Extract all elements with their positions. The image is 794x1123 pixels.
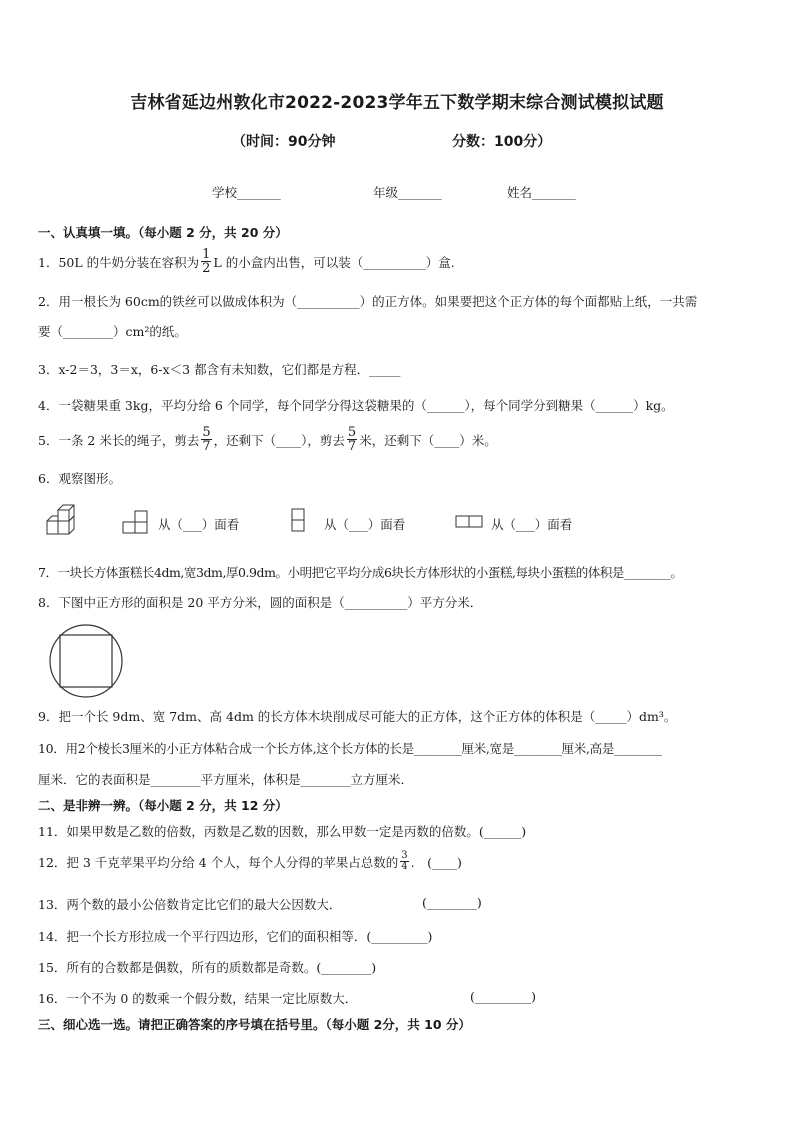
question-11: 11．如果甲数是乙数的倍数，丙数是乙数的因数，那么甲数一定是丙数的倍数。(______) [38,824,527,839]
answer-blank-13[interactable]: (________) [422,895,482,910]
question-text: 1．50L 的牛奶分装在容积为 [38,255,200,270]
view-label-2: 从（___）面看 [324,517,406,532]
name-field[interactable]: 姓名_______ [507,185,576,200]
question-6: 6．观察图形。 [38,471,121,486]
cube-stack-figure [46,508,80,538]
section-heading-1: 一、认真填一填。（每小题 2 分，共 20 分） [38,225,288,240]
exam-time: （时间：90分钟 [232,134,336,150]
question-14: 14．把一个长方形拉成一个平行四边形，它们的面积相等．(_________) [38,929,433,944]
side-view-figure [291,508,305,532]
fraction-numerator: 1 [202,247,211,262]
question-13: 13．两个数的最小公倍数肯定比它们的最大公因数大． [38,897,342,912]
question-text: 12．把 3 千克苹果平均分给 4 个人，每个人分得的苹果占总数的 [38,855,399,870]
top-view-figure [455,515,483,528]
question-8: 8．下图中正方形的面积是 20 平方分米，圆的面积是（__________）平方分米． [38,595,483,610]
question-15: 15．所有的合数都是偶数，所有的质数都是奇数。(________) [38,960,377,975]
fraction-denominator: 7 [202,439,211,454]
fraction-five-sevenths [201,426,211,453]
question-4: 4．一袋糖果重 3kg，平均分给 6 个同学，每个同学分得这袋糖果的（______），每个同学分到糖果（______）kg。 [38,398,674,413]
question-9: 9．把一个长 9dm、宽 7dm、高 4dm 的长方体木块削成尽可能大的正方体，这个正方体的体积是（_____）dm³。 [38,709,677,724]
question-1 [38,247,455,277]
question-7: 7．一块长方体蛋糕长4dm,宽3dm,厚0.9dm。小明把它平均分成6块长方体形状的小蛋糕,每块小蛋糕的体积是________。 [38,565,683,580]
answer-blank-16[interactable]: (_________) [470,989,537,1004]
question-16: 16．一个不为 0 的数乘一个假分数，结果一定比原数大． [38,991,358,1006]
fraction-denominator: 2 [202,261,211,276]
question-2-line2: 要（________）cm²的纸。 [38,324,187,339]
fraction-three-quarters [400,851,408,872]
question-12 [38,850,462,874]
section-heading-2: 二、是非辨一辨。（每小题 2 分，共 12 分） [38,798,288,813]
view-label-1: 从（___）面看 [158,517,240,532]
question-text: 5．一条 2 米长的绳子，剪去 [38,433,200,448]
school-field[interactable]: 学校_______ [212,185,281,200]
view-label-3: 从（___）面看 [491,517,573,532]
question-5 [38,425,497,455]
fraction-five-sevenths [347,426,357,453]
circle-with-square-figure [48,623,124,699]
page-title: 吉林省延边州敦化市2022-2023学年五下数学期末综合测试模拟试题 [130,93,664,113]
question-2-line1: 2．用一根长为 60cm的铁丝可以做成体积为（__________）的正方体。如果要把这个正方体的每个面都贴上纸，一共需 [38,294,698,309]
grade-field[interactable]: 年级_______ [373,185,442,200]
question-text: ，还剩下（____），剪去 [213,433,345,448]
fraction-numerator: 3 [401,850,408,861]
question-10-line2: 厘米．它的表面积是________平方厘米，体积是________立方厘米． [38,772,414,787]
fraction-numerator: 5 [202,425,211,440]
exam-score: 分数：100分） [452,134,552,150]
fraction-numerator: 5 [347,425,357,440]
question-3: 3．x-2＝3，3＝x，6-x＜3 都含有未知数，它们都是方程．_____ [38,362,401,377]
question-text: 米，还剩下（____）米。 [359,433,497,448]
section-heading-3: 三、细心选一选。请把正确答案的序号填在括号里。（每小题 2分，共 10 分） [38,1017,471,1032]
fraction-denominator: 7 [347,439,357,454]
question-10-line1: 10．用2个棱长3厘米的小正方体粘合成一个长方体,这个长方体的长是________厘米,宽是________厘米,高是________ [38,741,662,756]
question-text: L 的小盒内出售，可以装（__________）盒. [213,255,455,270]
question-text: . (____) [410,855,462,870]
front-view-figure [122,510,148,534]
fraction-denominator: 4 [401,861,408,872]
fraction-half [201,248,211,275]
